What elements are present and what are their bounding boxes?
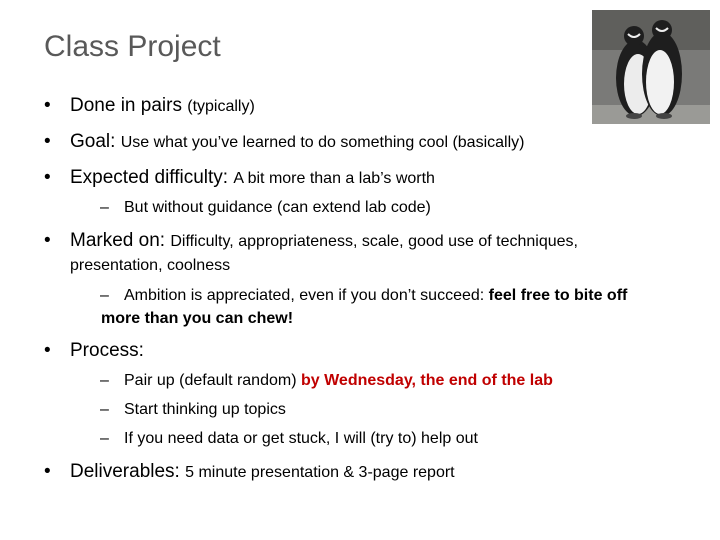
bullet-detail: A bit more than a lab’s worth [233, 170, 435, 187]
dash-marker: – [100, 199, 109, 216]
bullet-marked-on [70, 230, 578, 252]
dash-marker: – [100, 401, 109, 418]
bullet-marker: • [44, 230, 51, 251]
bullet-detail: Use what you’ve learned to do something cool (basically) [120, 134, 525, 151]
bullet-marker: • [44, 340, 51, 361]
bullet-detail: (typically) [187, 98, 255, 115]
sub-bullet-bold-continued: more than you can chew! [101, 310, 294, 327]
bullet-detail: 5 minute presentation & 3-page report [185, 464, 455, 481]
bullet-process [70, 340, 144, 362]
bullet-marker: • [44, 461, 51, 482]
sub-bullet-guidance: But without guidance (can extend lab code) [124, 199, 431, 216]
dash-marker: – [100, 287, 109, 304]
bullet-detail: Difficulty, appropriateness, scale, good use of techniques, [170, 233, 578, 250]
sub-bullet-ambition [124, 287, 627, 305]
bullet-head: Marked on: [70, 230, 166, 251]
dash-marker: – [100, 372, 109, 389]
bullet-marker: • [44, 167, 51, 188]
bullet-head: Deliverables: [70, 461, 180, 482]
bullet-marker: • [44, 95, 51, 116]
bullet-head: Expected difficulty: [70, 167, 229, 188]
sub-bullet-plain: Pair up (default random) [124, 372, 297, 389]
sub-bullet-bold: feel free to bite off [488, 287, 628, 304]
bullet-detail-continued: presentation, coolness [70, 257, 231, 274]
slide-title: Class Project [44, 30, 221, 63]
sub-bullet-help: If you need data or get stuck, I will (try to) help out [124, 430, 478, 447]
bullet-head: Goal: [70, 131, 116, 152]
sub-bullet-pair-up [124, 372, 553, 390]
bullet-expected-difficulty [70, 167, 435, 189]
bullet-done-in-pairs [70, 95, 255, 117]
bullet-head: Done in pairs [70, 95, 182, 116]
sub-bullet-deadline: by Wednesday, the end of the lab [300, 372, 553, 389]
bullet-deliverables [70, 461, 455, 483]
bullet-goal [70, 131, 524, 153]
sub-bullet-topics: Start thinking up topics [124, 401, 286, 418]
dash-marker: – [100, 430, 109, 447]
bullet-head: Process: [70, 340, 144, 361]
sub-bullet-plain: Ambition is appreciated, even if you don’t succeed: [124, 287, 485, 304]
bullet-marker: • [44, 131, 51, 152]
